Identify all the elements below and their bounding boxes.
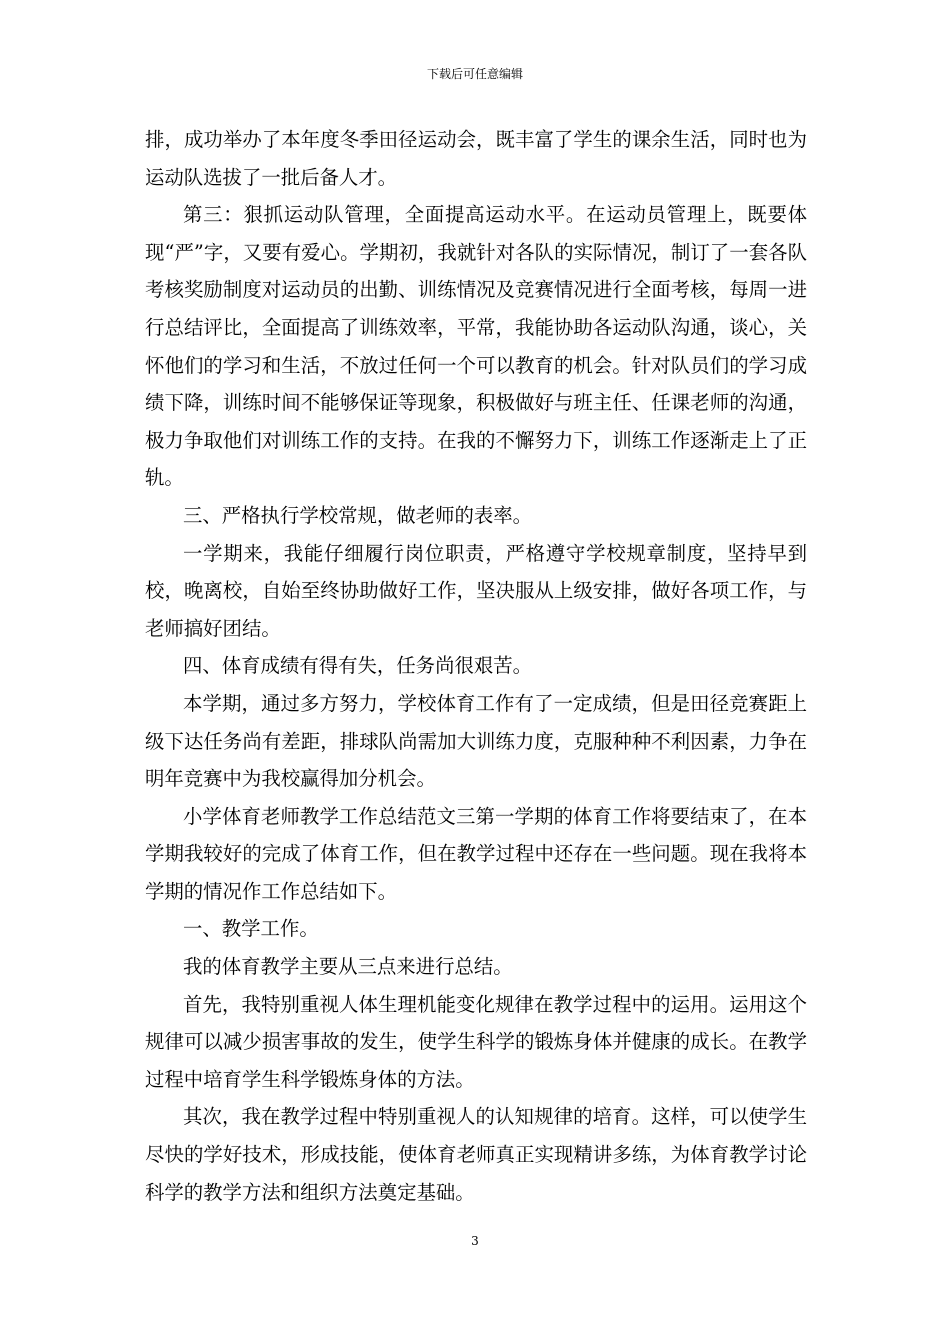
section-heading-4: 四、体育成绩有得有失，任务尚很艰苦。	[183, 654, 533, 678]
paragraph-9: 我的体育教学主要从三点来进行总结。	[183, 955, 513, 979]
section-heading-1: 一、教学工作。	[183, 917, 319, 941]
section-heading-3: 三、严格执行学校常规，做老师的表率。	[183, 503, 533, 527]
page-number: 3	[471, 1234, 479, 1248]
page-header: 下载后可任意编辑	[426, 67, 523, 81]
paragraph-1: 排，成功举办了本年度冬季田径运动会，既丰富了学生的课余生活，同时也为运动队选拔了一批后备人才。	[145, 128, 807, 189]
paragraph-2: 第三：狠抓运动队管理，全面提高运动水平。在运动员管理上，既要体现“严”字，又要有爱心。学期初，我就针对各队的实际情况，制订了一套各队考核奖励制度对运动员的出勤、训练情况及竞赛情况进行全面考核，每周一进行总结评比，全面提高了训练效率，平常，我能协助各运动队沟通，谈心，关怀他们的学习和生活，不放过任何一个可以教育的机会。针对队员们的学习成绩下降，训练时间不能够保证等现象，积极做好与班主任、任课老师的沟通，极力争取他们对训练工作的支持。在我的不懈努力下，训练工作逐渐走上了正轨。	[145, 203, 807, 490]
paragraph-6: 本学期，通过多方努力，学校体育工作有了一定成绩，但是田径竞赛距上级下达任务尚有差距，排球队尚需加大训练力度，克服种种不利因素，力争在明年竞赛中为我校赢得加分机会。	[145, 691, 807, 791]
paragraph-10: 首先，我特别重视人体生理机能变化规律在教学过程中的运用。运用这个规律可以减少损害事故的发生，使学生科学的锻炼身体并健康的成长。在教学过程中培育学生科学锻炼身体的方法。	[145, 992, 807, 1091]
paragraph-7: 小学体育老师教学工作总结范文三第一学期的体育工作将要结束了，在本学期我较好的完成了体育工作，但在教学过程中还存在一些问题。现在我将本学期的情况作工作总结如下。	[145, 804, 807, 903]
paragraph-11: 其次，我在教学过程中特别重视人的认知规律的培育。这样，可以使学生尽快的学好技术，形成技能，使体育老师真正实现精讲多练，为体育教学讨论科学的教学方法和组织方法奠定基础。	[145, 1105, 807, 1204]
document-body	[145, 121, 807, 1211]
paragraph-4: 一学期来，我能仔细履行岗位职责，严格遵守学校规章制度，坚持早到校，晚离校，自始至终协助做好工作，坚决服从上级安排，做好各项工作，与老师搞好团结。	[145, 541, 807, 640]
